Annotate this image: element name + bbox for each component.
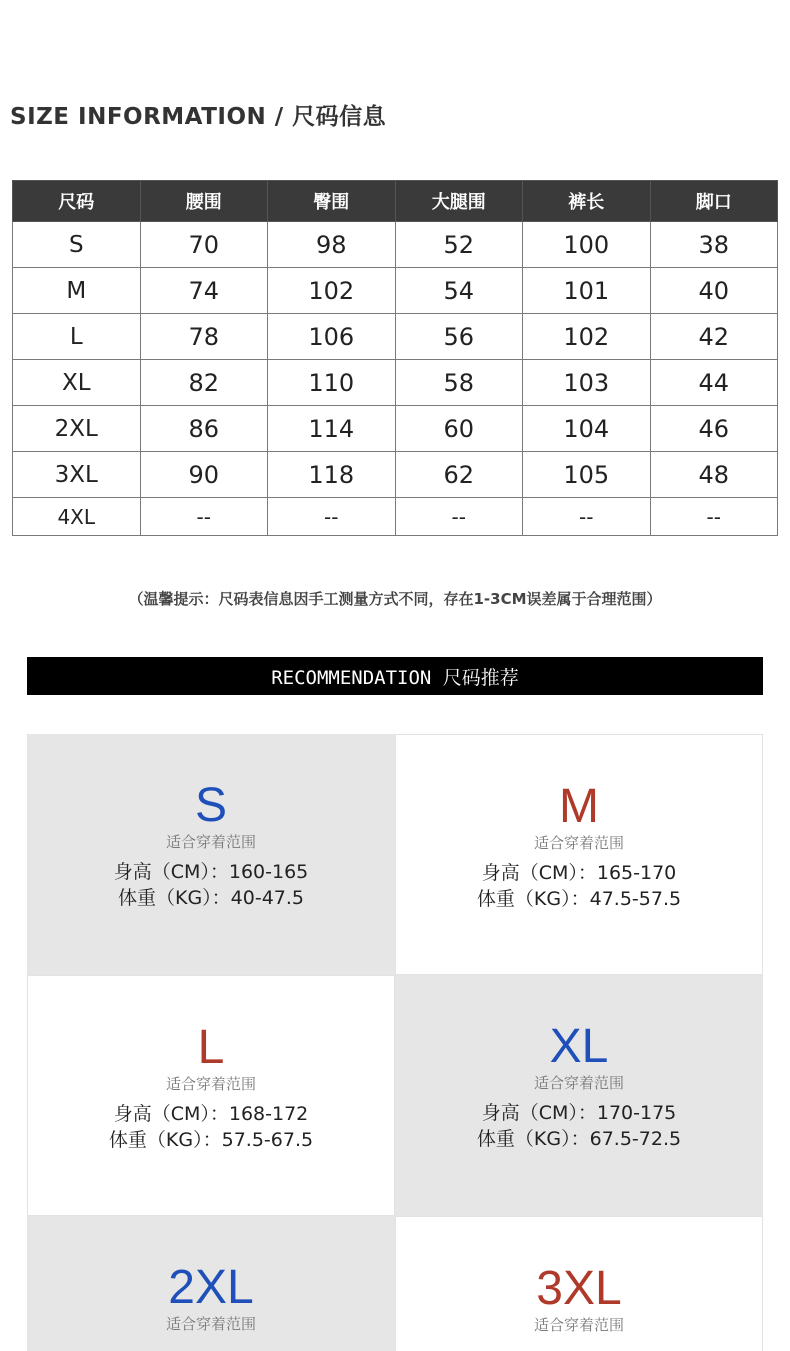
- table-cell: 48: [650, 452, 778, 498]
- table-cell: 98: [268, 222, 396, 268]
- table-cell: 78: [140, 314, 268, 360]
- table-cell: 40: [650, 268, 778, 314]
- table-row: [13, 452, 778, 498]
- card-range-label: 适合穿着范围: [533, 834, 624, 852]
- table-cell: 90: [140, 452, 268, 498]
- section-title: SIZE INFORMATION / 尺码信息: [10, 104, 387, 130]
- table-row: [13, 406, 778, 452]
- header-size: 尺码: [13, 181, 141, 222]
- table-cell: 74: [140, 268, 268, 314]
- table-row: [13, 498, 778, 536]
- table-cell: 62: [395, 452, 523, 498]
- table-cell: --: [523, 498, 651, 536]
- header-hem: 脚口: [650, 181, 778, 222]
- card-range-label: 适合穿着范围: [533, 1074, 624, 1092]
- header-thigh: 大腿围: [395, 181, 523, 222]
- size-table: [12, 180, 778, 536]
- recommendation-banner: RECOMMENDATION 尺码推荐: [27, 657, 763, 695]
- recommendation-card-2xl: [27, 1216, 395, 1351]
- card-height: 身高（CM）：168-172: [113, 1103, 309, 1125]
- table-cell: 102: [523, 314, 651, 360]
- card-weight: 体重（KG）：67.5-72.5: [476, 1128, 682, 1150]
- recommendation-card-s: [27, 734, 395, 975]
- card-weight: 体重（KG）：57.5-67.5: [108, 1129, 314, 1151]
- card-height: 身高（CM）：170-175: [481, 1102, 677, 1124]
- card-size-label: 2XL: [168, 1261, 254, 1314]
- recommendation-card-3xl: [395, 1216, 763, 1351]
- table-cell: 105: [523, 452, 651, 498]
- table-cell: 82: [140, 360, 268, 406]
- table-cell: 38: [650, 222, 778, 268]
- table-cell: 101: [523, 268, 651, 314]
- table-row: [13, 222, 778, 268]
- table-cell: 106: [268, 314, 396, 360]
- table-cell: XL: [13, 360, 141, 406]
- table-cell: 4XL: [13, 498, 141, 536]
- card-weight: 体重（KG）：40-47.5: [117, 887, 305, 909]
- table-cell: S: [13, 222, 141, 268]
- table-header-row: [13, 181, 778, 222]
- table-cell: 3XL: [13, 452, 141, 498]
- table-cell: 110: [268, 360, 396, 406]
- table-cell: --: [268, 498, 396, 536]
- table-cell: 118: [268, 452, 396, 498]
- table-cell: 58: [395, 360, 523, 406]
- header-hip: 臀围: [268, 181, 396, 222]
- table-cell: M: [13, 268, 141, 314]
- table-cell: 56: [395, 314, 523, 360]
- header-waist: 腰围: [140, 181, 268, 222]
- table-cell: 2XL: [13, 406, 141, 452]
- recommendation-card-xl: [395, 975, 763, 1216]
- table-cell: 54: [395, 268, 523, 314]
- table-cell: --: [650, 498, 778, 536]
- table-cell: 104: [523, 406, 651, 452]
- card-range-label: 适合穿着范围: [165, 1075, 256, 1093]
- card-range-label: 适合穿着范围: [165, 1315, 256, 1333]
- card-range-label: 适合穿着范围: [165, 833, 256, 851]
- card-size-label: XL: [549, 1020, 609, 1073]
- table-cell: --: [140, 498, 268, 536]
- table-row: [13, 360, 778, 406]
- table-cell: 100: [523, 222, 651, 268]
- table-cell: 46: [650, 406, 778, 452]
- card-size-label: M: [559, 780, 599, 833]
- recommendation-card-m: [395, 734, 763, 975]
- table-cell: 44: [650, 360, 778, 406]
- table-cell: 60: [395, 406, 523, 452]
- recommendation-card-l: [27, 975, 395, 1216]
- card-range-label: 适合穿着范围: [533, 1316, 624, 1334]
- card-size-label: L: [197, 1021, 225, 1074]
- card-size-label: 3XL: [536, 1262, 622, 1315]
- header-length: 裤长: [523, 181, 651, 222]
- table-cell: 42: [650, 314, 778, 360]
- recommendation-grid: [27, 734, 763, 1351]
- table-cell: 70: [140, 222, 268, 268]
- card-weight: 体重（KG）：47.5-57.5: [476, 888, 682, 910]
- table-cell: 114: [268, 406, 396, 452]
- table-cell: 103: [523, 360, 651, 406]
- table-cell: 86: [140, 406, 268, 452]
- table-cell: 52: [395, 222, 523, 268]
- table-cell: L: [13, 314, 141, 360]
- table-cell: --: [395, 498, 523, 536]
- measurement-note: （温馨提示：尺码表信息因手工测量方式不同，存在1-3CM误差属于合理范围）: [128, 590, 662, 608]
- table-row: [13, 268, 778, 314]
- table-cell: 102: [268, 268, 396, 314]
- card-height: 身高（CM）：160-165: [113, 861, 309, 883]
- card-height: 身高（CM）：165-170: [481, 862, 677, 884]
- card-size-label: S: [194, 779, 227, 832]
- table-row: [13, 314, 778, 360]
